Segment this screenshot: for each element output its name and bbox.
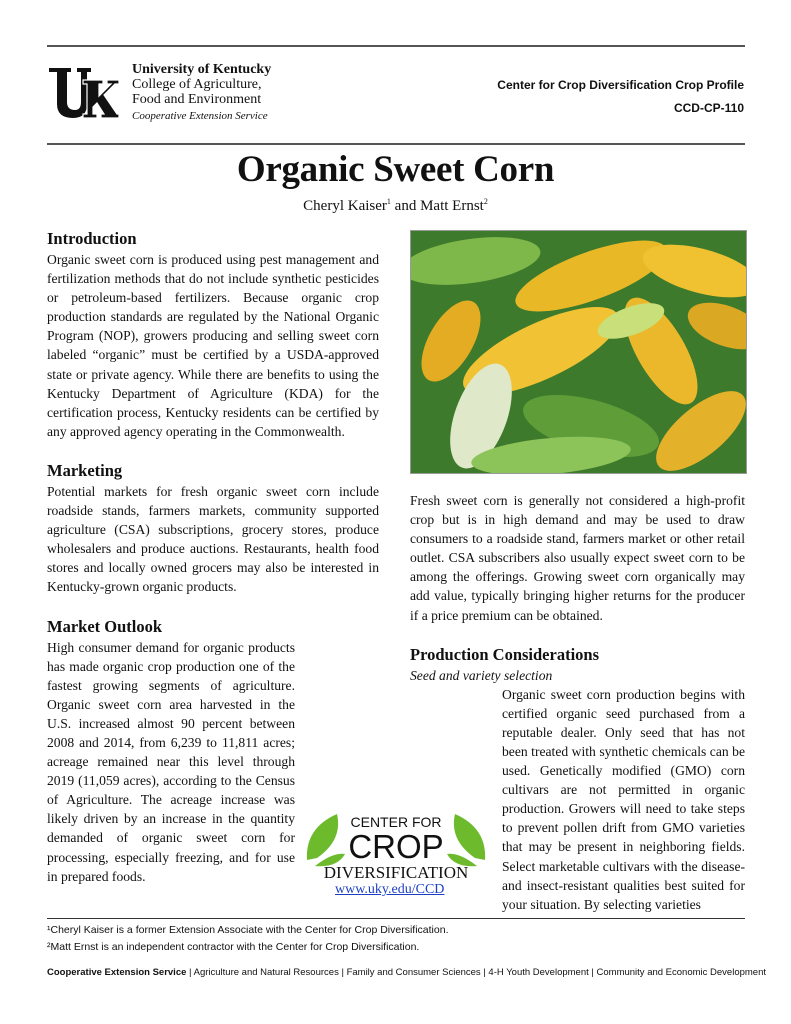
- marketing-body-continued: Fresh sweet corn is generally not considered a high-profit crop but is in high demand and may be used to draw consumers to a roadside stand, farmers market or other retail outlet. CSA subscribers also usually expect sweet corn to be among the offerings. Growing sweet corn organically may add value, typically bringing higher returns for the producer if a price premium can be obtained.: [410, 493, 745, 623]
- ccd-website-link[interactable]: www.uky.edu/CCD: [335, 882, 445, 897]
- ccd-logo: [303, 808, 489, 904]
- market-outlook-heading: Market Outlook: [47, 616, 163, 636]
- footnote-1: ¹Cheryl Kaiser is a former Extension Associate with the Center for Crop Diversification.: [47, 924, 449, 936]
- corn-image: [411, 231, 746, 473]
- sweet-corn-photo: [410, 230, 747, 474]
- author-joiner: and: [390, 198, 421, 214]
- ccd-word-center: CENTER FOR: [350, 814, 442, 830]
- footnote-rule: [47, 918, 745, 919]
- college-line-2: Food and Environment: [132, 92, 262, 107]
- introduction-heading: Introduction: [47, 229, 137, 248]
- author-1-mark: 1: [386, 197, 391, 206]
- uk-monogram-icon: [47, 66, 119, 120]
- production-heading: Production Considerations: [410, 644, 600, 664]
- profile-info: [497, 74, 744, 120]
- author-1: Cheryl Kaiser: [303, 198, 387, 214]
- ccd-logo-mark: [303, 808, 489, 882]
- left-column: [47, 229, 379, 886]
- profile-code: CCD-CP-110: [673, 101, 744, 115]
- seed-selection-subheading: Seed and variety selection: [410, 667, 553, 683]
- uk-logo: [47, 62, 297, 124]
- header-top-rule: [47, 45, 745, 47]
- footer-lead: Cooperative Extension Service: [47, 967, 187, 978]
- footer: [47, 967, 766, 978]
- university-name: University of Kentucky: [132, 62, 272, 77]
- extension-service-line: Cooperative Extension Service: [132, 110, 268, 122]
- profile-series: Center for Crop Diversification Crop Profile: [497, 78, 744, 92]
- authors: [0, 197, 791, 215]
- page-title: Organic Sweet Corn: [236, 149, 555, 190]
- author-2: Matt Ernst: [420, 198, 484, 214]
- ccd-word-crop: CROP: [348, 828, 444, 865]
- footnote-2: ²Matt Ernst is an independent contractor with the Center for Crop Diversification.: [47, 941, 420, 953]
- marketing-heading: Marketing: [47, 460, 123, 480]
- author-2-mark: 2: [483, 197, 488, 206]
- market-outlook-body: High consumer demand for organic products has made organic crop production one of the fastest growing segments of agriculture. Organic sweet corn area harvested in the U.S. increased almost 90 percent between 2008 and 2014, from 6,239 to 11,811 acres; acreage remained near this level through 2019 (11,059 acres), according to the Census of Agriculture. The acreage increase was likely driven by an increase in the quantity demanded of organic sweet corn for processing, especially freezing, and for use in prepared foods.: [47, 638, 379, 886]
- marketing-body: Potential markets for fresh organic sweet corn include roadside stands, farmers markets, community supported agriculture (CSA) subscriptions, grocery stores, produce wholesalers and produce auctions. Restaurants, health food stores and locally owned grocers may also be interested in Kentucky-grown organic products.: [47, 483, 379, 595]
- ccd-word-diversification: DIVERSIFICATION: [323, 863, 469, 882]
- footer-departments: | Agriculture and Natural Resources | Family and Consumer Sciences | 4-H Youth Development | Community and Economic Development: [186, 967, 767, 978]
- production-body-text: Organic sweet corn production begins with certified organic seed purchased from a reputable dealer. Only seed that has not been treated with synthetic chemicals can be used. Genetically modified (GMO) corn cultivars are not permitted in organic production. Growers will need to take steps to prevent pollen drift from GMO varieties that may be present in neighboring fields. Select marketable cultivars with the disease- and insect-resistant qualities best suited for your situation. By selecting varieties: [502, 686, 745, 912]
- college-line-1: College of Agriculture,: [132, 77, 262, 92]
- introduction-body: Organic sweet corn is produced using pest management and fertilization methods that do not include synthetic pesticides or petroleum-based fertilizers. Because organic crop production standards are regulated by the National Organic Program (NOP), growers producing and selling sweet corn labeled “organic” must be certified by a USDA-approved state or private agency. While there are benefits to using the Kentucky Department of Agriculture (KDA) for the certification process, Kentucky residents can be certified by any approved agency operating in the Commonwealth.: [47, 252, 379, 439]
- header-bottom-rule: [47, 143, 745, 145]
